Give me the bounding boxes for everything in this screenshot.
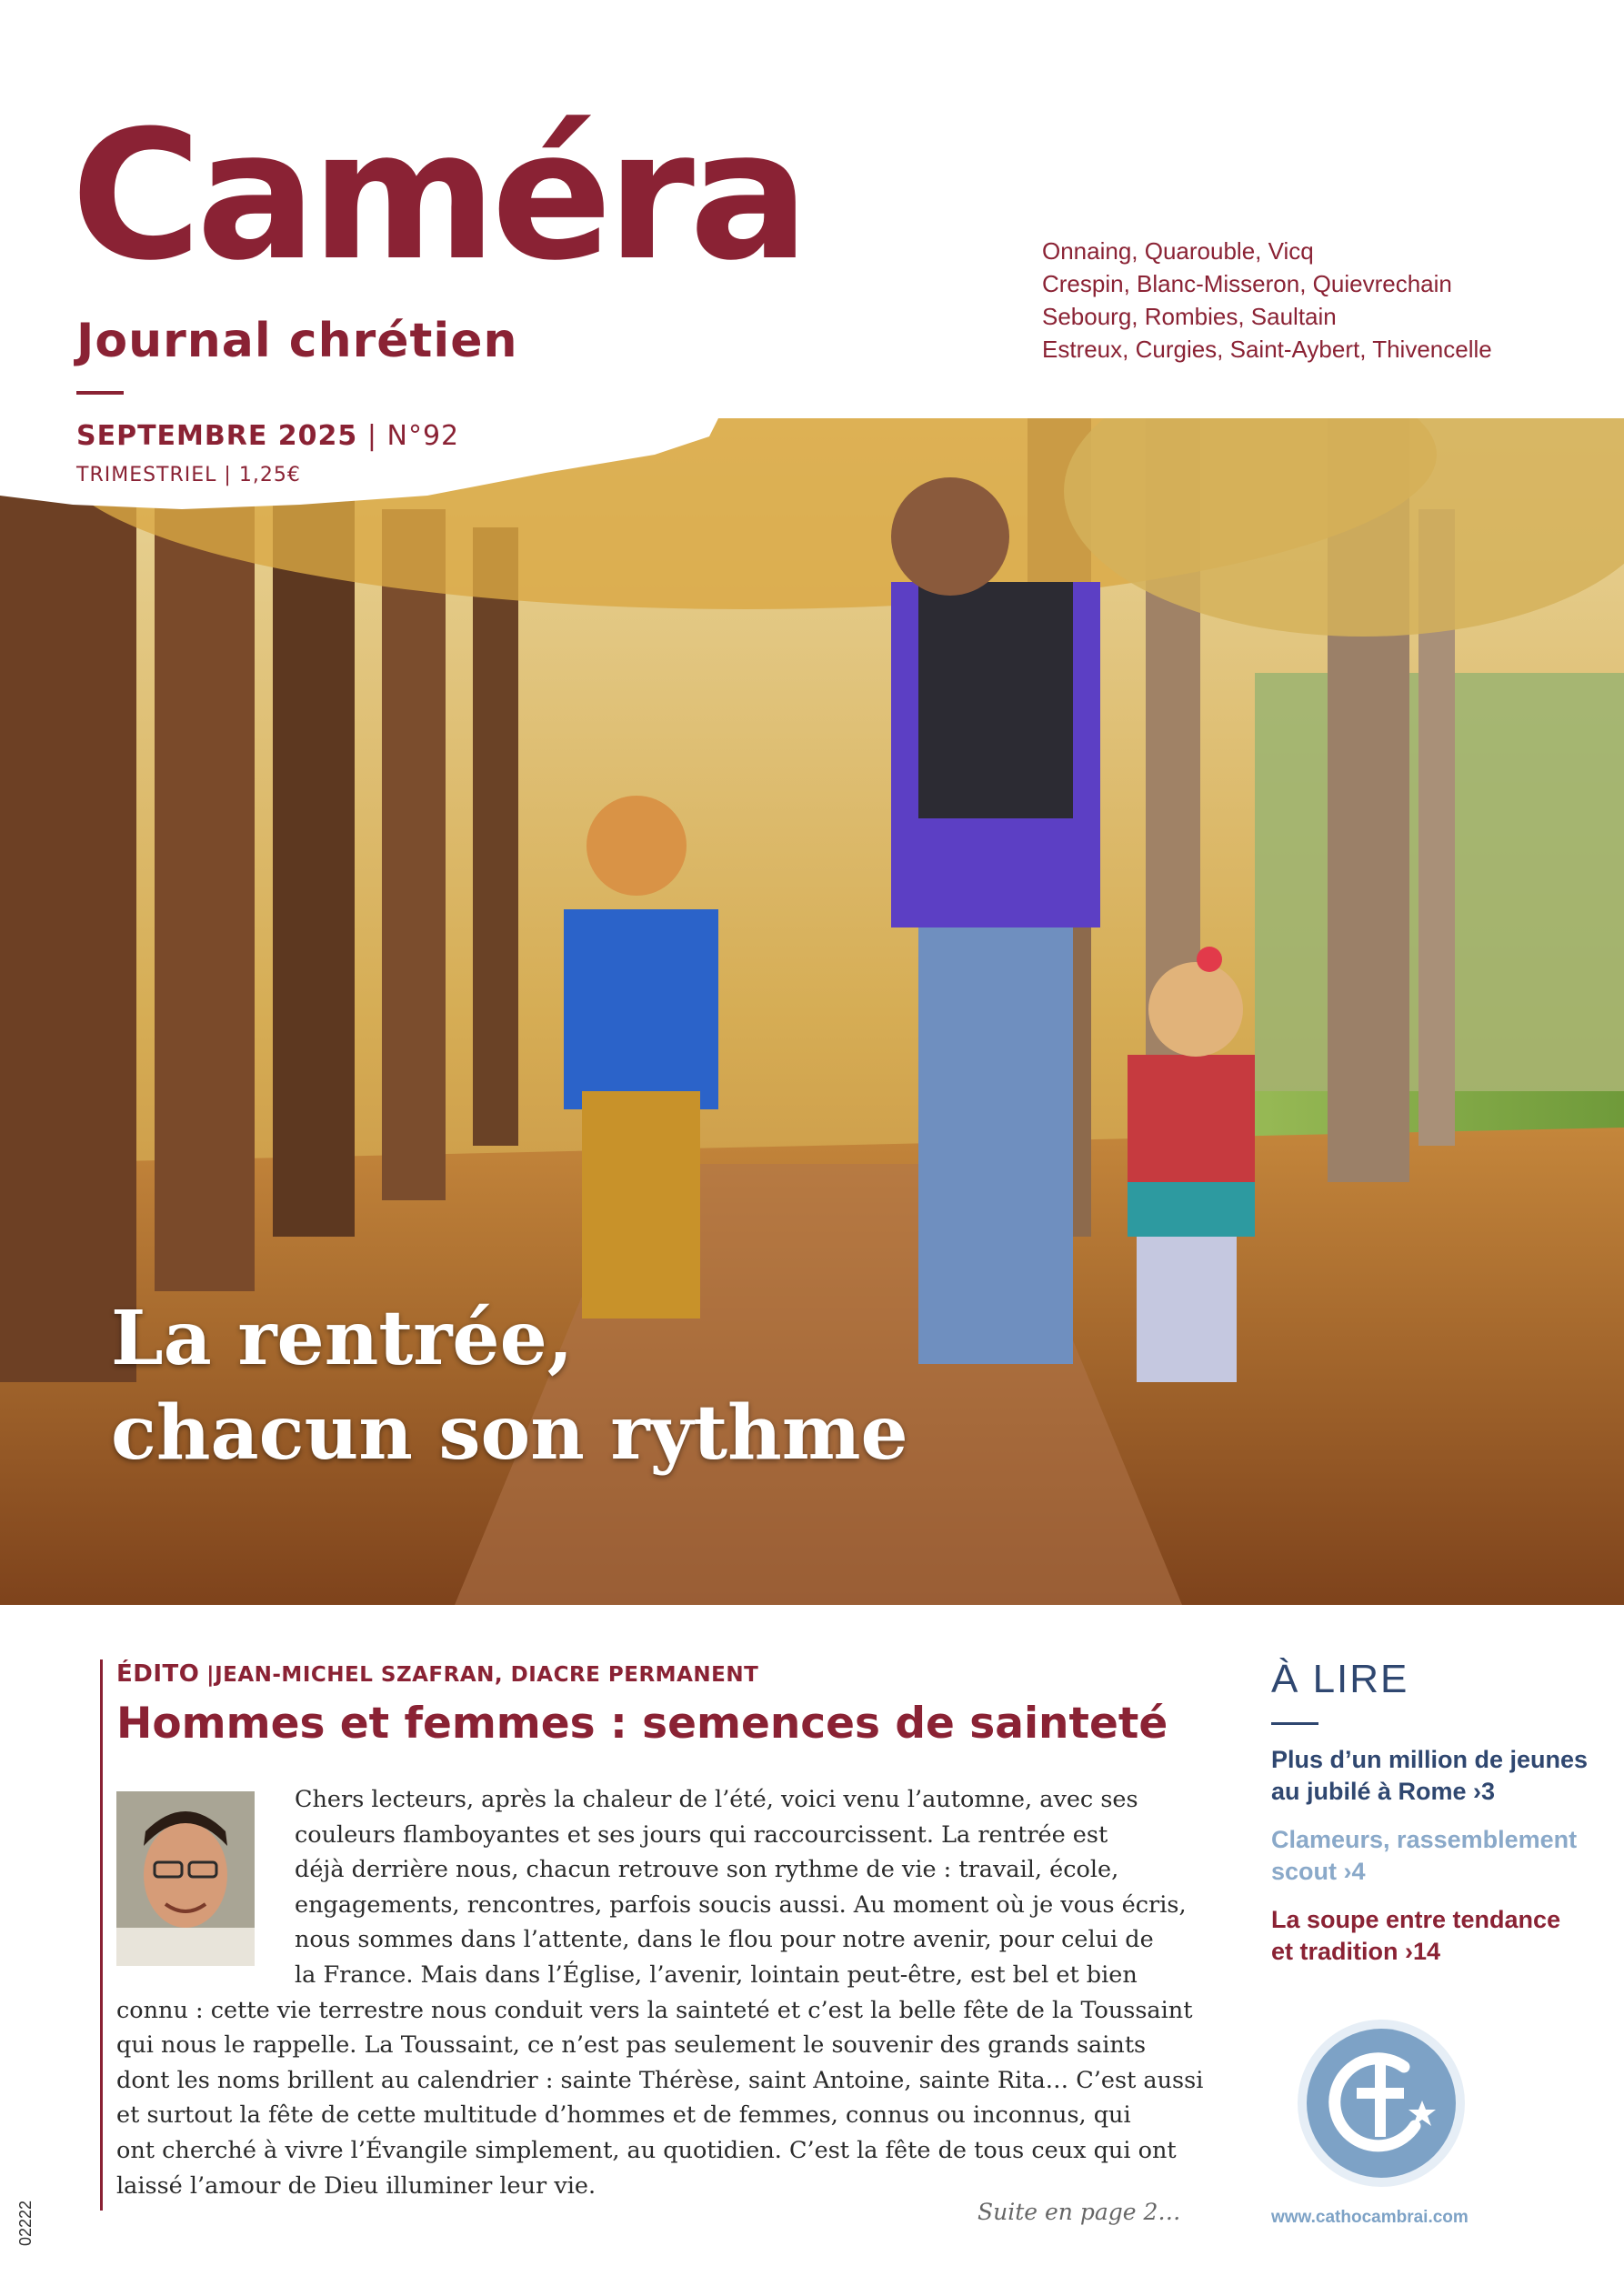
edito-line: dont les noms brillent au calendrier : sainte Thérèse, saint Antoine, sainte Rita… C’est aussi: [116, 2066, 1204, 2094]
barcode-number: 02222: [16, 2200, 35, 2246]
parish-line: Crespin, Blanc-Misseron, Quievrechain: [1042, 270, 1452, 297]
parish-line: Onnaing, Quarouble, Vicq: [1042, 237, 1314, 265]
edito-line: laissé l’amour de Dieu illuminer leur vie.: [116, 2171, 596, 2200]
edito-line: et surtout la fête de cette multitude d’hommes et de femmes, connus ou inconnus, qui: [116, 2101, 1131, 2130]
edito-label: ÉDITO: [116, 1660, 200, 1688]
sidebar-title: À LIRE: [1271, 1657, 1409, 1701]
edito-line: connu : cette vie terrestre nous conduit vers la sainteté et c’est la belle fête de la Toussaint: [116, 1996, 1193, 2024]
edito-body: [116, 1782, 1204, 2203]
edito-line: engagements, rencontres, parfois soucis aussi. Au moment où je vous écris,: [295, 1890, 1187, 1919]
sidebar-item-line: au jubilé à Rome ›3: [1271, 1778, 1496, 1805]
cover-headline: [111, 1291, 908, 1480]
edito-line: couleurs flamboyantes et ses jours qui raccourcissent. La rentrée est: [295, 1820, 1108, 1849]
parish-list: [1042, 235, 1492, 366]
sidebar-divider: [1271, 1722, 1318, 1725]
sidebar-item-soupe[interactable]: [1271, 1904, 1599, 1968]
issue-line: [76, 420, 459, 452]
edito-line: déjà derrière nous, chacun retrouve son rythme de vie : travail, école,: [295, 1856, 1119, 1884]
sidebar-item-clameurs[interactable]: [1271, 1824, 1599, 1888]
sidebar-item-jubile[interactable]: [1271, 1744, 1599, 1808]
sidebar-item-line: et tradition ›14: [1271, 1938, 1441, 1965]
cover-headline-line: chacun son rythme: [111, 1389, 908, 1477]
magazine-subtitle: Journal chrétien: [76, 314, 518, 368]
parish-line: Sebourg, Rombies, Saultain: [1042, 303, 1337, 330]
edito-line: la France. Mais dans l’Église, l’avenir, lointain peut-être, est bel et bien: [295, 1960, 1138, 1989]
cover-headline-line: La rentrée,: [111, 1295, 574, 1382]
diocese-logo-icon: [1295, 2017, 1468, 2190]
sidebar-item-line: La soupe entre tendance: [1271, 1906, 1561, 1933]
magazine-title: Caméra: [71, 93, 805, 300]
edito-title: Hommes et femmes : semences de sainteté: [116, 1699, 1168, 1749]
issue-number: | N°92: [366, 420, 460, 452]
edito-accent-bar: [100, 1659, 103, 2211]
edito-line: ont cherché à vivre l’Évangile simplement, au quotidien. C’est la fête de tous ceux qui ont: [116, 2136, 1177, 2164]
website-link[interactable]: www.cathocambrai.com: [1271, 2208, 1469, 2227]
sidebar-item-line: Plus d’un million de jeunes: [1271, 1746, 1589, 1773]
masthead-divider: [76, 391, 124, 395]
edito-line: nous sommes dans l’attente, dans le flou pour notre avenir, pour celui de: [295, 1926, 1154, 1954]
edito-line: qui nous le rappelle. La Toussaint, ce n’est pas seulement le souvenir des grands saints: [116, 2031, 1147, 2060]
edito-line: Chers lecteurs, après la chaleur de l’été, voici venu l’automne, avec ses: [295, 1786, 1138, 1813]
parish-line: Estreux, Curgies, Saint-Aybert, Thivencelle: [1042, 336, 1492, 363]
sidebar-item-line: scout ›4: [1271, 1858, 1366, 1885]
edito-author: |JEAN-MICHEL SZAFRAN, DIACRE PERMANENT: [206, 1663, 759, 1687]
continued-link[interactable]: Suite en page 2…: [977, 2199, 1181, 2225]
periodicity-price: TRIMESTRIEL | 1,25€: [76, 464, 301, 486]
edito-kicker: [116, 1660, 758, 1688]
issue-month: SEPTEMBRE 2025: [76, 420, 358, 452]
sidebar-item-line: Clameurs, rassemblement: [1271, 1826, 1578, 1853]
